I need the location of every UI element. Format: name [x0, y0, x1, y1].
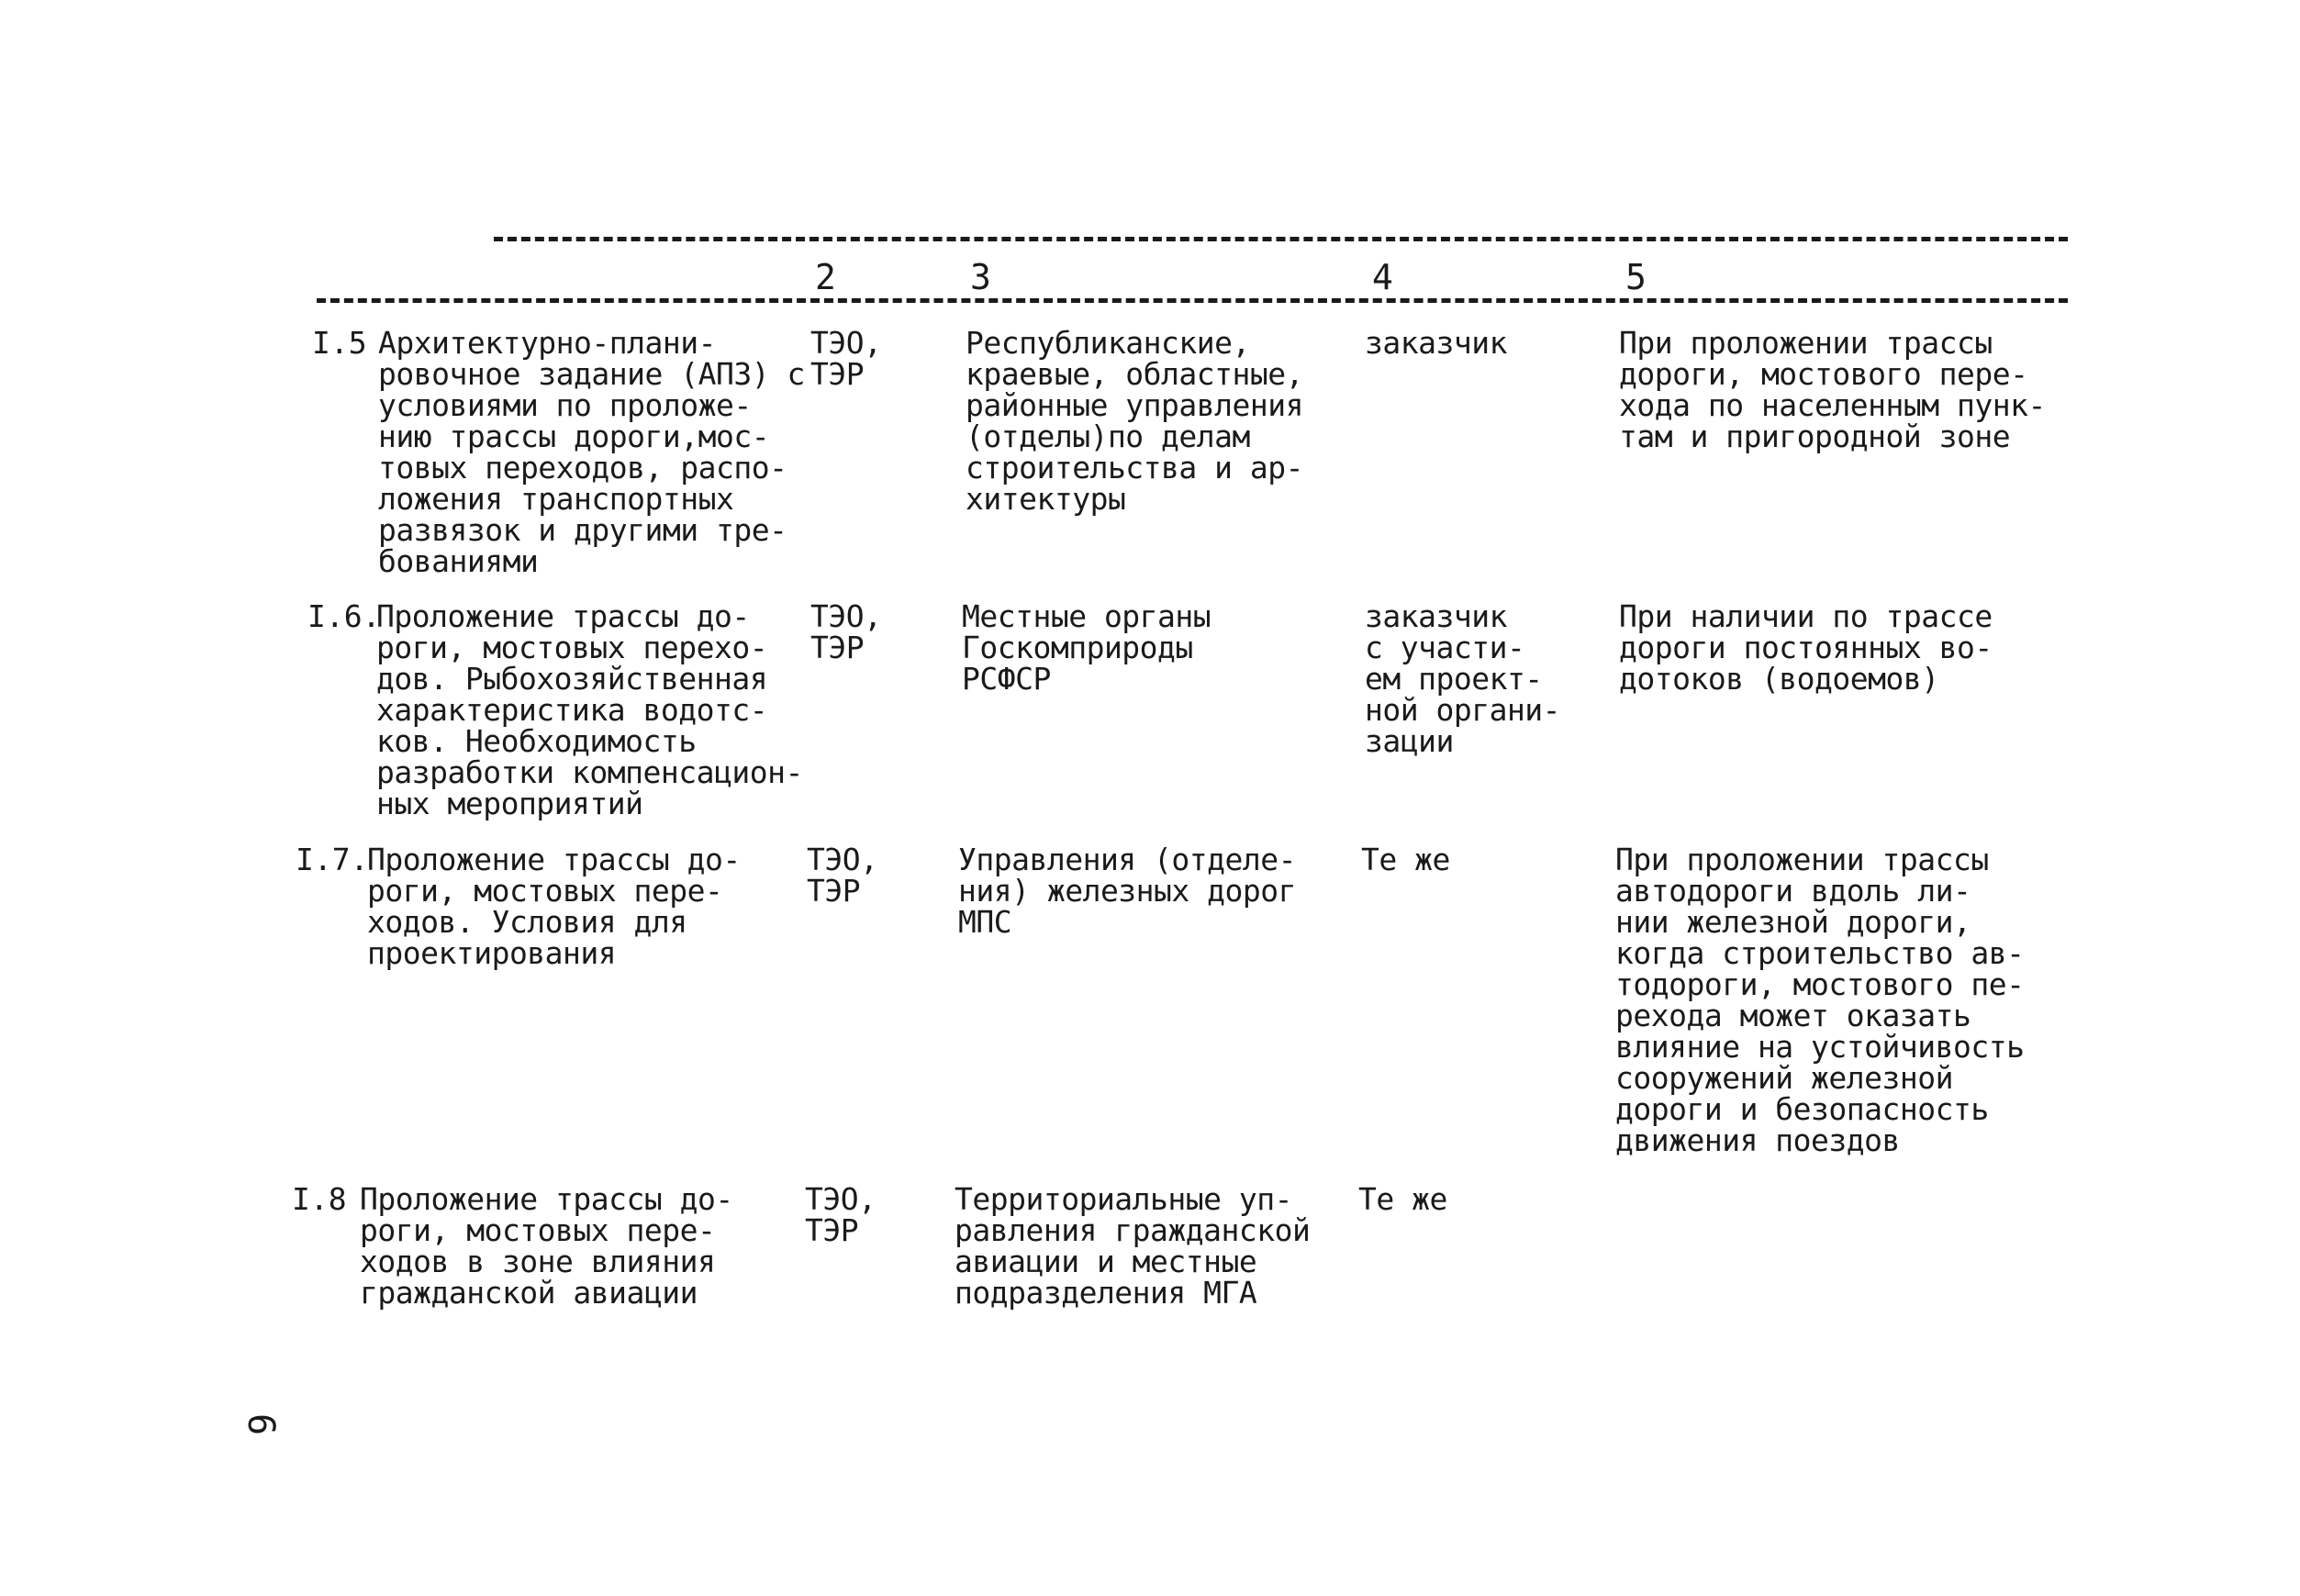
row-stage: ТЭО, ТЭР [807, 842, 878, 909]
row-description: Проложение трассы до- роги, мостовых пере- ходов в зоне влияния гражданской авиации [360, 1181, 733, 1311]
row-authority: Республиканские, краевые, областные, районные управления (отделы)по делам строительства и ар- хитектуры [966, 325, 1303, 517]
row-description: Архитектурно-плани- ровочное задание (АПЗ) с условиями по проложе- нию трассы дороги,мос- товых переходов, распо- ложения транспортных развязок и другими тре- бованиями [378, 325, 805, 579]
page-number: 6 [240, 1412, 283, 1436]
table-top-rule [494, 237, 2068, 241]
row-condition: При проложении трассы дороги, мостового пере- хода по населенным пунк- там и пригородной зоне [1619, 325, 2046, 454]
column-number-2: 2 [811, 259, 840, 296]
row-number: I.8 [292, 1181, 347, 1217]
row-description: Проложение трассы до- роги, мостовых перехо- дов. Рыбохозяйственная характеристика водотс- ков. Необходимость разработки компенсацион- ных мероприятий [376, 598, 803, 821]
row-description: Проложение трассы до- роги, мостовых пере- ходов. Условия для проектирования [367, 842, 741, 971]
row-stage: ТЭО, ТЭР [810, 598, 882, 665]
row-responsible: заказчик с участи- ем проект- ной органи- зации [1365, 598, 1561, 759]
column-number-4: 4 [1368, 259, 1397, 296]
row-authority: Управления (отделе- ния) железных дорог МПС [958, 842, 1296, 940]
row-number: I.7. [296, 842, 369, 877]
row-responsible: Те же [1361, 842, 1450, 877]
row-responsible: Те же [1358, 1181, 1447, 1217]
row-number: I.5 [312, 325, 367, 361]
row-condition: При проложении трассы автодороги вдоль ли- нии железной дороги, когда строительство ав- тодороги, мостового пе- рехода может оказать влияние на устойчивость сооружений железной дороги и безопасность движения поездов [1615, 842, 2025, 1158]
column-number-3: 3 [966, 259, 995, 296]
row-stage: ТЭО, ТЭР [805, 1181, 876, 1248]
table-header-rule [317, 298, 2068, 303]
row-stage: ТЭО, ТЭР [810, 325, 882, 392]
row-condition: При наличии по трассе дороги постоянных во- дотоков (водоемов) [1619, 598, 1993, 697]
column-number-5: 5 [1622, 259, 1650, 296]
row-authority: Местные органы Госкомприроды РСФСР [962, 598, 1211, 697]
row-number: I.6. [307, 598, 381, 634]
row-authority: Территориальные уп- равления гражданской авиации и местные подразделения МГА [955, 1181, 1311, 1311]
row-responsible: заказчик [1365, 325, 1507, 361]
